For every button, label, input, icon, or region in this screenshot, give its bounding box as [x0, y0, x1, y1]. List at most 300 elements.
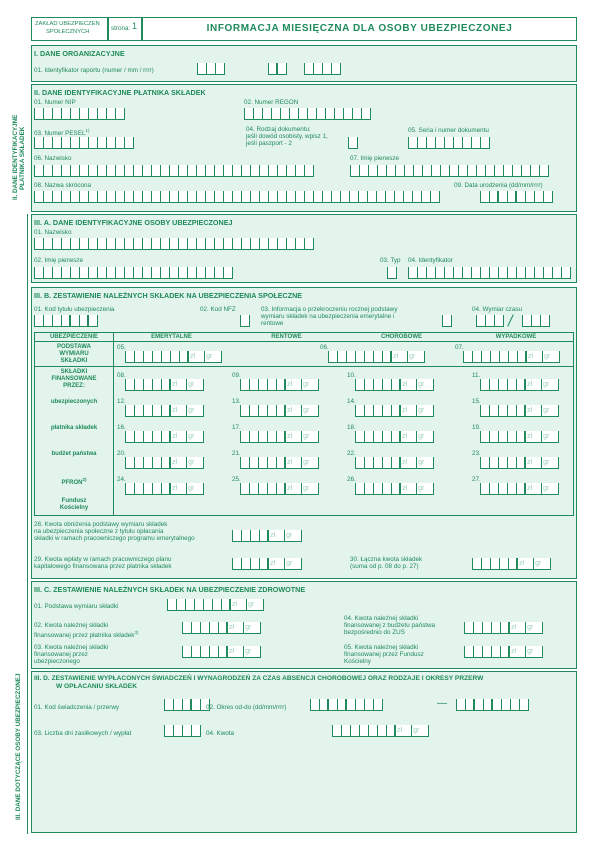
f30-zl: zł — [519, 560, 525, 567]
report-id-year-field[interactable] — [304, 63, 341, 75]
section-3d-title-2: W OPŁACANIU SKŁADEK — [56, 683, 137, 690]
digit-cell — [250, 457, 259, 468]
digit-cell — [374, 483, 383, 494]
digit-cell — [365, 405, 374, 416]
health-payer-label-2-text: finansowanej przez płatnika składek — [34, 632, 135, 640]
row-header-pfron-text: PFRON — [61, 480, 83, 486]
digit-cell — [241, 483, 250, 494]
nip-field[interactable] — [34, 108, 125, 120]
digit-cell — [268, 483, 277, 494]
insured-surname-field[interactable] — [34, 238, 314, 250]
digit-cell — [464, 351, 473, 362]
digit-cell — [135, 483, 144, 494]
amount-zl: zł — [397, 727, 403, 734]
budget-disability-field[interactable] — [240, 431, 319, 443]
section-3d — [31, 671, 577, 833]
digit-cell — [365, 431, 374, 442]
gr-label: gr — [418, 407, 425, 414]
section-2-side-label-1: II. DANE IDENTYFIKACYJNE — [12, 114, 19, 200]
zl-label: zł — [402, 433, 408, 440]
digit-cell — [135, 457, 144, 468]
digit-cell — [383, 405, 392, 416]
pfron-pension-field[interactable] — [125, 457, 204, 469]
gr-label: gr — [418, 381, 425, 388]
institution-line2: SPOŁECZNYCH — [46, 29, 90, 35]
days-count-field[interactable] — [164, 725, 201, 737]
digit-cell — [126, 431, 135, 442]
f30-amount-field[interactable] — [472, 558, 551, 570]
budget-pension-field[interactable] — [125, 431, 204, 443]
base-sickness-field[interactable] — [328, 351, 425, 363]
gr-label: gr — [303, 485, 310, 492]
health-budget-zl: zł — [511, 624, 517, 631]
digit-cell — [365, 457, 374, 468]
institution-line1: ZAKŁAD UBEZPIECZEŃ — [35, 21, 100, 27]
doc-type-label-2: jeśli dowód osobisty, wpisz 1, — [246, 133, 328, 140]
period-from-field[interactable] — [310, 699, 383, 711]
gr-label: gr — [418, 459, 425, 466]
church-accident-number: 27. — [472, 476, 481, 483]
digit-cell — [509, 351, 518, 362]
digit-cell — [310, 483, 319, 494]
health-payer-zl: zł — [229, 624, 235, 631]
digit-cell — [490, 379, 499, 390]
digit-cell — [195, 379, 204, 390]
contributions-table — [34, 332, 574, 516]
digit-cell — [293, 431, 302, 442]
payer-firstname-field[interactable] — [350, 165, 549, 177]
section-3-side-label: III. DANE DOTYCZĄCE OSOBY UBEZPIECZONEJ — [15, 673, 22, 820]
gr-label: gr — [544, 353, 551, 360]
digit-cell — [408, 405, 417, 416]
gr-label: gr — [303, 407, 310, 414]
digit-cell — [365, 379, 374, 390]
id-type-label: 03. Typ — [380, 257, 401, 264]
row-header-church-1: Fundusz — [61, 498, 87, 504]
digit-cell — [126, 379, 135, 390]
digit-cell — [374, 457, 383, 468]
gr-label: gr — [206, 353, 213, 360]
insured-pension-field[interactable] — [125, 379, 204, 391]
digit-cell — [277, 483, 286, 494]
pfron-accident-number: 23. — [472, 450, 481, 457]
digit-cell — [162, 405, 171, 416]
health-church-label-1: 05. Kwota należnej składki — [344, 644, 419, 651]
digit-cell — [144, 351, 153, 362]
digit-cell — [374, 431, 383, 442]
digit-cell — [392, 379, 401, 390]
id-type-field[interactable] — [387, 267, 397, 279]
digit-cell — [162, 483, 171, 494]
digit-cell — [250, 405, 259, 416]
digit-cell — [135, 379, 144, 390]
row-header-budget: budżet państwa — [51, 451, 97, 457]
digit-cell — [425, 405, 434, 416]
digit-cell — [153, 379, 162, 390]
digit-cell — [162, 457, 171, 468]
f29-label-1: 29. Kwota wpłaty w ramach pracowniczego planu — [34, 556, 172, 563]
f28-label-3: składki w ramach pracowniczego programu emerytalnego — [34, 535, 195, 542]
amount-gr: gr — [413, 727, 420, 734]
insurance-code-field[interactable] — [34, 315, 98, 327]
institution-box — [31, 17, 108, 41]
gr-label: gr — [303, 381, 310, 388]
section-2 — [31, 84, 577, 212]
digit-cell — [508, 431, 517, 442]
work-time-label: 04. Wymiar czasu — [472, 306, 522, 313]
digit-cell — [499, 457, 508, 468]
base-pension-disability-field[interactable] — [125, 351, 222, 363]
health-payer-footnote: 3) — [134, 630, 139, 635]
work-time-denominator-field[interactable] — [522, 315, 550, 327]
digit-cell — [178, 405, 187, 416]
section-1 — [31, 45, 577, 82]
row-header-financed-1: SKŁADKI — [60, 369, 88, 375]
digit-cell — [517, 379, 526, 390]
digit-cell — [293, 379, 302, 390]
col-header-emerytalne: EMERYTALNE — [151, 334, 192, 340]
health-budget-gr: gr — [527, 624, 534, 631]
digit-cell — [500, 351, 509, 362]
digit-cell — [392, 405, 401, 416]
f28-zl: zł — [270, 532, 276, 539]
gr-label: gr — [303, 459, 310, 466]
health-base-zl: zł — [232, 601, 238, 608]
digit-cell — [277, 431, 286, 442]
digit-cell — [153, 431, 162, 442]
digit-cell — [383, 431, 392, 442]
zl-label: zł — [172, 407, 178, 414]
pesel-field[interactable] — [34, 137, 134, 149]
days-count-label: 03. Liczba dni zasiłkowych / wypłat — [34, 730, 132, 737]
budget-sickness-field[interactable] — [355, 431, 434, 443]
payer-accident-number: 15. — [472, 398, 481, 405]
zl-label: zł — [287, 381, 293, 388]
health-church-label-2: finansowanej przez Fundusz — [344, 651, 424, 658]
insured-accident-number: 11. — [472, 372, 481, 379]
insurance-code-label: 01. Kod tytułu ubezpieczenia — [34, 306, 115, 313]
zl-label: zł — [402, 381, 408, 388]
church-disability-number: 25. — [232, 476, 241, 483]
health-church-field[interactable] — [464, 646, 543, 658]
digit-cell — [250, 483, 259, 494]
digit-cell — [250, 379, 259, 390]
gr-label: gr — [543, 407, 550, 414]
health-payer-label-1: 02. Kwota należnej składki — [34, 622, 109, 629]
digit-cell — [195, 483, 204, 494]
payer-firstname-label: 07. Imię pierwsze — [350, 155, 399, 162]
table-col-rule — [113, 333, 114, 515]
col-header-insurance: UBEZPIECZENIE — [49, 334, 98, 340]
digit-cell — [268, 405, 277, 416]
row-header-base-1: PODSTAWA — [57, 344, 91, 350]
nfz-code-field[interactable] — [240, 315, 250, 327]
health-base-gr: gr — [248, 601, 255, 608]
pfron-sickness-field[interactable] — [355, 457, 434, 469]
period-label: 02. Okres od-do (dd/mm/rrrr) — [206, 704, 287, 711]
row-header-pfron — [35, 477, 113, 486]
digit-cell — [356, 351, 365, 362]
digit-cell — [126, 351, 135, 362]
digit-cell — [374, 405, 383, 416]
digit-cell — [533, 405, 542, 416]
section-3a — [31, 214, 577, 283]
health-insured-label-2: finansowanej przez — [34, 651, 88, 658]
digit-cell — [178, 379, 187, 390]
digit-cell — [241, 431, 250, 442]
church-sickness-field[interactable] — [355, 483, 434, 495]
gr-label: gr — [418, 485, 425, 492]
digit-cell — [517, 457, 526, 468]
base-accident-field[interactable] — [463, 351, 560, 363]
identifier-field[interactable] — [408, 267, 571, 279]
digit-cell — [392, 457, 401, 468]
limit-info-field[interactable] — [442, 315, 452, 327]
pesel-label — [34, 127, 89, 137]
gr-label: gr — [543, 381, 550, 388]
col-header-wypadkowe: WYPADKOWE — [495, 334, 537, 340]
digit-cell — [144, 379, 153, 390]
health-base-field[interactable] — [167, 599, 264, 611]
title-box — [142, 17, 577, 41]
base-accident-number: 07. — [455, 344, 464, 351]
f28-amount-field[interactable] — [232, 530, 302, 542]
page-number-box — [108, 17, 142, 41]
budget-accident-field[interactable] — [480, 431, 559, 443]
digit-cell — [162, 351, 171, 362]
report-id-number-field[interactable] — [197, 63, 225, 75]
section-3b — [31, 287, 577, 579]
pfron-accident-field[interactable] — [480, 457, 559, 469]
zl-label: zł — [527, 381, 533, 388]
payer-surname-field[interactable] — [34, 165, 314, 177]
section-3-side-rule — [27, 214, 28, 834]
work-time-slash — [507, 314, 513, 326]
digit-cell — [408, 431, 417, 442]
digit-cell — [153, 457, 162, 468]
church-sickness-number: 26. — [347, 476, 356, 483]
digit-cell — [534, 351, 543, 362]
gr-label: gr — [418, 433, 425, 440]
digit-cell — [293, 457, 302, 468]
section-3a-title: III. A. DANE IDENTYFIKACYJNE OSOBY UBEZPIECZONEJ — [34, 218, 233, 227]
payer-disability-number: 13. — [232, 398, 241, 405]
budget-accident-number: 19. — [472, 424, 481, 431]
digit-cell — [550, 379, 559, 390]
digit-cell — [383, 483, 392, 494]
digit-cell — [481, 431, 490, 442]
f29-label-2: kapitałowego finansowana przez płatnika składek — [34, 563, 172, 570]
digit-cell — [178, 431, 187, 442]
f28-gr: gr — [286, 532, 293, 539]
digit-cell — [550, 457, 559, 468]
insured-firstname-label: 02. Imię pierwsze — [34, 257, 83, 264]
digit-cell — [259, 379, 268, 390]
payer-sickness-field[interactable] — [355, 405, 434, 417]
digit-cell — [550, 405, 559, 416]
digit-cell — [425, 379, 434, 390]
row-header-insured: ubezpieczonych — [50, 399, 98, 405]
f28-label-1: 28. Kwota obniżenia podstawy wymiaru składek — [34, 521, 168, 528]
health-insured-label-3: ubezpieczonego — [34, 658, 80, 665]
church-disability-field[interactable] — [240, 483, 319, 495]
digit-cell — [180, 351, 189, 362]
doc-number-field[interactable] — [408, 137, 490, 149]
doc-type-label-3: jeśli paszport - 2 — [246, 140, 292, 147]
digit-cell — [365, 351, 374, 362]
digit-cell — [508, 483, 517, 494]
base-pension-disability-number: 05. — [117, 344, 126, 351]
health-base-label: 01. Podstawa wymiaru składki — [34, 603, 119, 610]
health-payer-gr: gr — [245, 624, 252, 631]
digit-cell — [499, 405, 508, 416]
gr-label: gr — [303, 433, 310, 440]
period-to-field[interactable] — [456, 699, 529, 711]
regon-label: 02. Numer REGON — [244, 99, 299, 106]
digit-cell — [153, 405, 162, 416]
zl-label: zł — [172, 381, 178, 388]
digit-cell — [490, 431, 499, 442]
digit-cell — [268, 379, 277, 390]
f30-label-1: 30. Łączna kwota składek — [350, 556, 423, 563]
report-id-month-field[interactable] — [268, 63, 287, 75]
gr-label: gr — [543, 459, 550, 466]
insured-disability-field[interactable] — [240, 379, 319, 391]
benefit-code-field[interactable] — [164, 699, 210, 711]
gr-label: gr — [409, 353, 416, 360]
payer-accident-field[interactable] — [480, 405, 559, 417]
digit-cell — [135, 351, 144, 362]
health-insured-field[interactable] — [182, 646, 261, 658]
row-header-church-2: Kościelny — [59, 505, 89, 511]
digit-cell — [195, 405, 204, 416]
gr-label: gr — [188, 459, 195, 466]
digit-cell — [144, 457, 153, 468]
digit-cell — [399, 351, 408, 362]
digit-cell — [259, 405, 268, 416]
church-accident-field[interactable] — [480, 483, 559, 495]
col-header-rentowe: RENTOWE — [271, 334, 302, 340]
health-budget-label-1: 04. Kwota należnej składki — [344, 615, 419, 622]
digit-cell — [268, 431, 277, 442]
page-label: strona: — [111, 25, 131, 32]
digit-cell — [178, 483, 187, 494]
digit-cell — [533, 483, 542, 494]
payer-sickness-number: 14. — [347, 398, 356, 405]
digit-cell — [196, 351, 205, 362]
digit-cell — [517, 431, 526, 442]
digit-cell — [310, 405, 319, 416]
digit-cell — [481, 379, 490, 390]
zl-label: zł — [528, 353, 534, 360]
pesel-label-text: 03. Numer PESEL — [34, 130, 86, 138]
digit-cell — [499, 431, 508, 442]
health-church-gr: gr — [527, 648, 534, 655]
digit-cell — [408, 379, 417, 390]
zl-label: zł — [527, 459, 533, 466]
digit-cell — [268, 457, 277, 468]
digit-cell — [481, 405, 490, 416]
budget-pension-number: 16. — [117, 424, 126, 431]
birth-date-field[interactable] — [480, 191, 553, 203]
section-3c-title: III. C. ZESTAWIENIE NALEŻNYCH SKŁADEK NA UBEZPIECZENIE ZDROWOTNE — [34, 585, 306, 594]
digit-cell — [171, 351, 180, 362]
pfron-footnote: 2) — [82, 477, 87, 482]
digit-cell — [144, 483, 153, 494]
zl-label: zł — [402, 459, 408, 466]
health-payer-field[interactable] — [182, 622, 261, 634]
pfron-disability-number: 21. — [232, 450, 241, 457]
payer-pension-field[interactable] — [125, 405, 204, 417]
nfz-code-label: 02. Kod NFZ — [200, 306, 236, 313]
health-budget-field[interactable] — [464, 622, 543, 634]
amount-field[interactable] — [332, 725, 429, 737]
digit-cell — [153, 351, 162, 362]
digit-cell — [356, 483, 365, 494]
digit-cell — [383, 379, 392, 390]
digit-cell — [533, 431, 542, 442]
limit-info-label-1: 03. Informacja o przekroczeniu rocznej podstawy — [261, 306, 398, 313]
digit-cell — [310, 457, 319, 468]
payer-disability-field[interactable] — [240, 405, 319, 417]
insured-sickness-field[interactable] — [355, 379, 434, 391]
zl-label: zł — [172, 459, 178, 466]
pfron-sickness-number: 22. — [347, 450, 356, 457]
row-header-base-3: SKŁADKI — [60, 358, 88, 364]
digit-cell — [144, 431, 153, 442]
digit-cell — [195, 457, 204, 468]
digit-cell — [374, 379, 383, 390]
f29-amount-field[interactable] — [232, 558, 302, 570]
digit-cell — [508, 379, 517, 390]
zl-label: zł — [402, 407, 408, 414]
church-pension-field[interactable] — [125, 483, 204, 495]
budget-sickness-number: 18. — [347, 424, 356, 431]
report-id-label: 01. Identyfikator raportu (numer / mm / rrrr) — [34, 67, 154, 74]
digit-cell — [259, 431, 268, 442]
regon-field[interactable] — [244, 108, 371, 120]
zl-label: zł — [190, 353, 196, 360]
pfron-disability-field[interactable] — [240, 457, 319, 469]
digit-cell — [293, 483, 302, 494]
digit-cell — [277, 457, 286, 468]
work-time-numerator-field[interactable] — [476, 315, 504, 327]
insured-accident-field[interactable] — [480, 379, 559, 391]
digit-cell — [383, 457, 392, 468]
section-2-title: II. DANE IDENTYFIKACYJNE PŁATNIKA SKŁADEK — [34, 88, 206, 97]
short-name-field[interactable] — [34, 191, 440, 203]
zl-label: zł — [287, 485, 293, 492]
f30-gr: gr — [535, 560, 542, 567]
zl-label: zł — [172, 433, 178, 440]
digit-cell — [293, 405, 302, 416]
health-insured-zl: zł — [229, 648, 235, 655]
payer-pension-number: 12. — [117, 398, 126, 405]
insured-firstname-field[interactable] — [34, 267, 233, 279]
digit-cell — [416, 351, 425, 362]
section-2-side-label-2: PŁATNIKA SKŁADEK — [19, 126, 26, 190]
table-header-rule — [35, 341, 573, 342]
digit-cell — [508, 405, 517, 416]
digit-cell — [374, 351, 383, 362]
digit-cell — [425, 457, 434, 468]
digit-cell — [408, 457, 417, 468]
digit-cell — [144, 405, 153, 416]
row-header-base-2: WYMIARU — [59, 351, 89, 357]
health-church-zl: zł — [511, 648, 517, 655]
doc-type-field[interactable] — [348, 137, 358, 149]
page-title: INFORMACJA MIESIĘCZNA DLA OSOBY UBEZPIECZONEJ — [206, 23, 513, 34]
